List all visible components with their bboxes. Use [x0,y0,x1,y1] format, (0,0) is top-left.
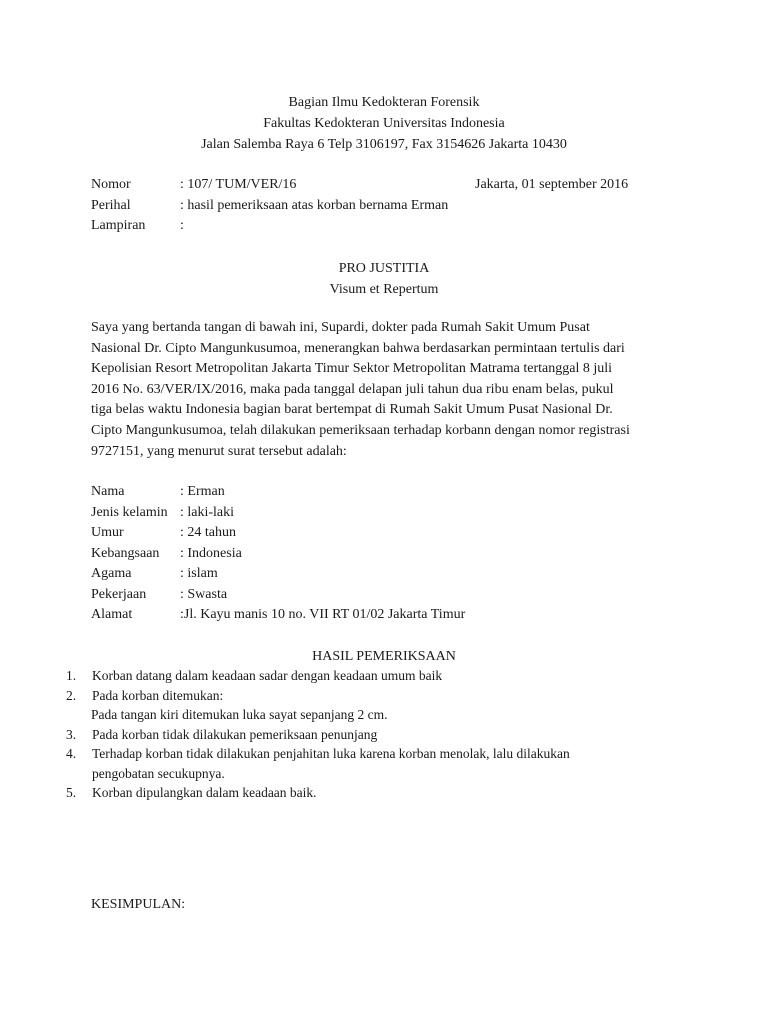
list-continuation: pengobatan secukupnya. [92,765,225,781]
identity-label: Agama [91,566,132,581]
list-text: Terhadap korban tidak dilakukan penjahitan luka karena korban menolak, lalu dilakukan [92,746,570,761]
identity-row [91,523,591,544]
nomor-value: : 107/ TUM/VER/16 [180,177,297,192]
paragraph-line: Nasional Dr. Cipto Mangunkusumoa, menerangkan bahwa berdasarkan permintaan tertulis dari [91,340,625,356]
letterhead [0,92,768,155]
hasil-heading: HASIL PEMERIKSAAN [312,649,456,664]
title-pro-justitia: PRO JUSTITIA [338,261,430,276]
identity-value: : islam [180,566,218,581]
paragraph-line: tiga belas waktu Indonesia bagian barat bertempat di Rumah Sakit Umum Pusat Nasional Dr. [91,402,613,418]
list-subtext: Pada tangan kiri ditemukan luka sayat sepanjang 2 cm. [91,707,388,722]
paragraph-line: Saya yang bertanda tangan di bawah ini, Supardi, dokter pada Rumah Sakit Umum Pusat [91,320,590,335]
list-text: Pada korban tidak dilakukan pemeriksaan penunjang [92,726,378,742]
lampiran-value: : [180,218,184,233]
list-item [66,725,706,745]
list-item [66,783,706,803]
list-number: 4. [66,746,77,761]
list-item [66,744,706,764]
meta-row-lampiran [91,216,691,237]
identity-row [91,503,591,524]
identity-value: : Swasta [180,586,228,602]
paragraph-line: Kepolisian Resort Metropolitan Jakarta Timur Sektor Metropolitan Matrama tertanggal 8 juli [91,361,613,377]
title-visum: Visum et Repertum [329,282,439,297]
perihal-value: : hasil pemeriksaan atas korban bernama Erman [180,197,449,213]
identity-value: : 24 tahun [180,525,236,540]
list-item [66,686,706,706]
opening-paragraph [91,318,681,462]
identity-value: : Erman [180,484,225,499]
list-number: 3. [66,726,77,742]
letterhead-address: Jalan Salemba Raya 6 Telp 3106197, Fax 3154626 Jakarta 10430 [201,137,567,152]
list-text: Korban datang dalam keadaan sadar dengan keadaan umum baik [92,668,443,683]
kesimpulan-heading: KESIMPULAN: [91,897,186,912]
lampiran-label: Lampiran [91,218,146,233]
identity-row [91,585,591,606]
identity-label: Kebangsaan [91,545,160,561]
document-title [0,258,768,300]
identity-value: : Indonesia [180,545,242,561]
identity-label: Jenis kelamin [91,504,168,520]
identity-label: Umur [91,525,124,540]
hasil-list [66,666,706,803]
list-number: 1. [66,668,77,683]
list-number: 5. [66,785,77,800]
list-item [66,666,706,686]
identity-value: :Jl. Kayu manis 10 no. VII RT 01/02 Jakarta Timur [180,607,466,622]
list-text: Pada korban ditemukan: [92,687,224,703]
paragraph-line: Cipto Mangunkusumoa, telah dilakukan pemeriksaan terhadap korbann dengan nomor registrasi [91,422,630,438]
identity-row [91,544,591,565]
list-number: 2. [66,687,77,703]
identity-label: Pekerjaan [91,586,147,602]
paragraph-line: 9727151, yang menurut surat tersebut adalah: [91,443,347,459]
identity-row [91,605,591,626]
victim-identity [91,482,591,626]
letterhead-faculty: Fakultas Kedokteran Universitas Indonesia [263,116,505,131]
meta-row-perihal [91,196,691,217]
identity-row [91,482,591,503]
identity-label: Alamat [91,607,133,622]
letter-date: Jakarta, 01 september 2016 [475,177,629,192]
identity-row [91,564,591,585]
nomor-label: Nomor [91,177,131,192]
meta-row-nomor [91,175,691,196]
list-text: Korban dipulangkan dalam keadaan baik. [92,785,317,800]
paragraph-line: 2016 No. 63/VER/IX/2016, maka pada tanggal delapan juli tahun dua ribu enam belas, pukul [91,381,614,397]
letterhead-department: Bagian Ilmu Kedokteran Forensik [288,95,480,110]
letter-meta [91,175,691,237]
identity-label: Nama [91,484,125,499]
identity-value: : laki-laki [180,504,235,520]
perihal-label: Perihal [91,197,131,213]
